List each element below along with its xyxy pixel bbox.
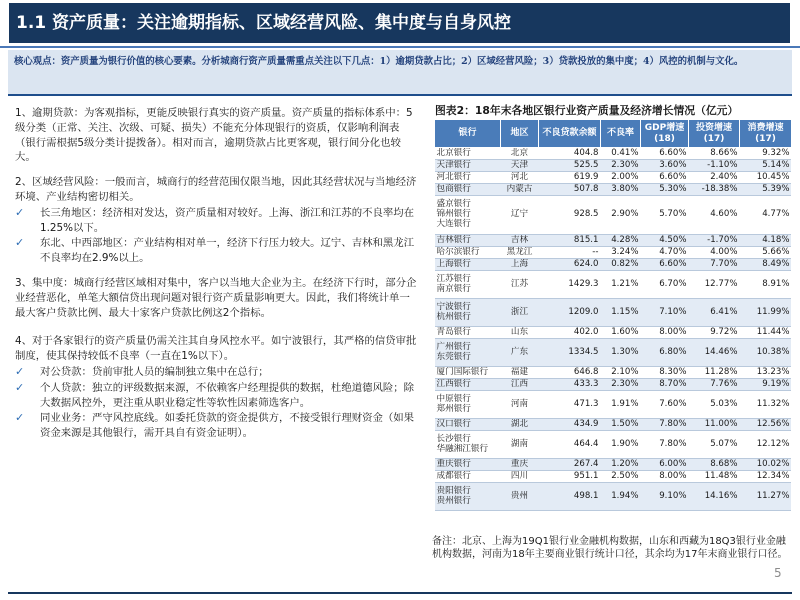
cell-npl-amount: 471.3 (539, 391, 601, 419)
cell-region: 四川 (501, 471, 539, 483)
col-header-npl-rate: 不良率 (601, 120, 641, 148)
cell-investment: -18.38% (689, 184, 740, 196)
cell-consumption: 12.34% (740, 471, 792, 483)
cell-consumption: 9.19% (740, 379, 792, 391)
cell-region: 江西 (501, 379, 539, 391)
table-row (435, 327, 792, 339)
cell-npl-amount: 815.1 (539, 235, 601, 247)
point-overdue: 1、逾期贷款：为客观指标，更能反映银行真实的资产质量。资产质量的指标体系中：5级分类（正常、关注、次级、可疑、损失）不能充分体现银行的资质，仅影响利润表（银行需根据5级分类计提拨备）。相对而言，逾期贷款占比更客观，银行间分化也较大。 (15, 107, 413, 164)
bank-name: 河北银行 (436, 171, 471, 182)
cell-gdp: 7.60% (641, 391, 689, 419)
cell-investment: 11.48% (689, 471, 740, 483)
cell-investment: 7.70% (689, 259, 740, 271)
cell-region: 贵州 (501, 483, 539, 511)
cell-investment: 9.72% (689, 327, 740, 339)
cell-investment: 4.00% (689, 247, 740, 259)
cell-bank (435, 160, 501, 172)
bottom-rule (8, 592, 792, 594)
cell-npl-amount: 434.9 (539, 419, 601, 431)
check-icon: ✓ (15, 205, 25, 219)
cell-region: 湖北 (501, 419, 539, 431)
cell-npl-amount: 507.8 (539, 184, 601, 196)
cell-bank (435, 196, 501, 235)
cell-investment: 8.68% (689, 459, 740, 471)
cell-gdp: 9.10% (641, 483, 689, 511)
cell-bank (435, 471, 501, 483)
bank-name: 锦州银行 (436, 209, 471, 220)
cell-consumption: 13.23% (740, 367, 792, 379)
bullet-yangtze (15, 206, 420, 236)
table-row (435, 483, 792, 511)
key-point-box: 核心观点：资产质量为银行价值的核心要素。分析城商行资产质量需重点关注以下几点：1）逾期贷款占比；2）区域经营风险；3）贷款投放的集中度；4）风控的机制与文化。 (8, 50, 792, 94)
bank-name: 广州银行 (436, 341, 471, 352)
cell-bank (435, 271, 501, 299)
cell-npl-amount: 951.1 (539, 471, 601, 483)
cell-bank (435, 259, 501, 271)
cell-npl-amount: 525.5 (539, 160, 601, 172)
cell-npl-amount: 1429.3 (539, 271, 601, 299)
cell-consumption: 8.49% (740, 259, 792, 271)
col-header-investment: 投资增速(17) (689, 120, 740, 148)
cell-npl-rate: 1.91% (601, 391, 641, 419)
bullet-text: 同业业务：严守风控底线。如委托贷款的资金提供方，不接受银行理财资金（如果资金来源是其他银行，需开具自有资金证明）。 (40, 412, 415, 440)
cell-bank (435, 483, 501, 511)
cell-bank (435, 367, 501, 379)
cell-bank (435, 339, 501, 367)
cell-gdp: 6.60% (641, 148, 689, 160)
cell-gdp: 6.80% (641, 339, 689, 367)
point-risk-control-text: 4、对于各家银行的资产质量仍需关注其自身风控水平。如宁波银行，其严格的信贷审批制度，使其保持较低不良率（一直在1%以下）。 (15, 335, 417, 363)
cell-investment: -1.70% (689, 235, 740, 247)
bank-name: 大连银行 (436, 218, 471, 229)
check-icon: ✓ (15, 380, 25, 394)
cell-npl-rate: 3.80% (601, 184, 641, 196)
bank-name: 北京银行 (436, 147, 471, 158)
cell-bank (435, 379, 501, 391)
table-row (435, 471, 792, 483)
bank-name: 中原银行 (436, 393, 471, 404)
figure-title: 图表2：18年末各地区银行业资产质量及经济增长情况（亿元） (435, 104, 739, 117)
cell-gdp: 7.10% (641, 299, 689, 327)
cell-bank (435, 247, 501, 259)
cell-region: 山东 (501, 327, 539, 339)
cell-npl-rate: 2.00% (601, 172, 641, 184)
cell-npl-rate: 1.30% (601, 339, 641, 367)
table-row (435, 271, 792, 299)
bank-name: 哈尔滨银行 (436, 246, 480, 257)
cell-consumption: 4.77% (740, 196, 792, 235)
cell-npl-amount: 646.8 (539, 367, 601, 379)
cell-npl-rate: 2.30% (601, 160, 641, 172)
cell-consumption: 4.18% (740, 235, 792, 247)
cell-investment: 2.40% (689, 172, 740, 184)
table-row (435, 247, 792, 259)
cell-bank (435, 299, 501, 327)
slide-title: 1.1 资产质量：关注逾期指标、区域经营风险、集中度与自身风控 (9, 3, 790, 43)
cell-region: 福建 (501, 367, 539, 379)
bullet-text: 长三角地区：经济相对发达，资产质量相对较好。上海、浙江和江苏的不良率均在1.25%以下。 (40, 206, 415, 234)
cell-bank (435, 459, 501, 471)
cell-npl-rate: 0.41% (601, 148, 641, 160)
cell-consumption: 5.14% (740, 160, 792, 172)
table-row (435, 367, 792, 379)
cell-npl-rate: 1.94% (601, 483, 641, 511)
cell-consumption: 10.02% (740, 459, 792, 471)
page-number: 5 (774, 566, 782, 580)
point-concentration: 3、集中度：城商行经营区域相对集中，客户以当地大企业为主。在经济下行时，部分企业经营恶化，单笔大额信贷出现问题对银行资产质量影响更大。因此，我们将统计单一最大客户贷款比例、最大十家客户贷款比例这2个指标。 (15, 276, 417, 319)
cell-consumption: 8.91% (740, 271, 792, 299)
cell-consumption: 9.32% (740, 148, 792, 160)
cell-region: 辽宁 (501, 196, 539, 235)
cell-investment: 6.41% (689, 299, 740, 327)
cell-region: 河南 (501, 391, 539, 419)
cell-gdp: 8.00% (641, 471, 689, 483)
cell-npl-rate: 4.28% (601, 235, 641, 247)
table-row (435, 259, 792, 271)
cell-investment: 14.46% (689, 339, 740, 367)
cell-region: 重庆 (501, 459, 539, 471)
asset-quality-table (434, 119, 791, 511)
cell-investment: 12.77% (689, 271, 740, 299)
cell-npl-amount: 1209.0 (539, 299, 601, 327)
col-header-gdp: GDP增速(18) (641, 120, 689, 148)
cell-region: 广东 (501, 339, 539, 367)
cell-investment: 7.76% (689, 379, 740, 391)
left-column (15, 106, 420, 546)
cell-npl-amount: 1334.5 (539, 339, 601, 367)
cell-consumption: 5.39% (740, 184, 792, 196)
bank-name: 长沙银行 (436, 433, 471, 444)
cell-gdp: 5.30% (641, 184, 689, 196)
bank-name: 成都银行 (436, 470, 471, 481)
cell-region: 吉林 (501, 235, 539, 247)
bank-name: 盛京银行 (436, 199, 471, 210)
table-row (435, 419, 792, 431)
cell-npl-rate: 1.50% (601, 419, 641, 431)
cell-gdp: 4.50% (641, 235, 689, 247)
bank-name: 上海银行 (436, 258, 471, 269)
cell-gdp: 7.80% (641, 419, 689, 431)
table-footnote: 备注：北京、上海为19Q1银行业金融机构数据，山东和西藏为18Q3银行业金融机构数据，河南为18年主要商业银行统计口径，其余均为17年末商业银行口径。 (432, 536, 788, 560)
cell-region: 上海 (501, 259, 539, 271)
point-risk-control (15, 334, 420, 441)
cell-npl-rate: 2.50% (601, 471, 641, 483)
cell-region: 江苏 (501, 271, 539, 299)
cell-consumption: 12.12% (740, 431, 792, 459)
bank-name: 厦门国际银行 (436, 366, 489, 377)
cell-npl-rate: 2.30% (601, 379, 641, 391)
bank-name: 吉林银行 (436, 234, 471, 245)
cell-npl-amount: 267.4 (539, 459, 601, 471)
table-row (435, 459, 792, 471)
cell-region: 浙江 (501, 299, 539, 327)
cell-bank (435, 419, 501, 431)
bank-name: 江苏银行 (436, 273, 471, 284)
col-header-bank: 银行 (435, 120, 501, 148)
cell-npl-rate: 3.24% (601, 247, 641, 259)
cell-bank (435, 184, 501, 196)
cell-gdp: 8.70% (641, 379, 689, 391)
cell-region: 湖南 (501, 431, 539, 459)
cell-region: 北京 (501, 148, 539, 160)
table-row (435, 431, 792, 459)
bank-name: 汉口银行 (436, 418, 471, 429)
cell-bank (435, 391, 501, 419)
cell-bank (435, 148, 501, 160)
bullet-interbank (15, 411, 420, 441)
cell-gdp: 7.80% (641, 431, 689, 459)
table-body (435, 148, 792, 511)
table-row (435, 379, 792, 391)
cell-gdp: 8.30% (641, 367, 689, 379)
cell-consumption: 11.27% (740, 483, 792, 511)
cell-investment: 11.28% (689, 367, 740, 379)
cell-consumption: 10.38% (740, 339, 792, 367)
table-row (435, 339, 792, 367)
cell-consumption: 12.56% (740, 419, 792, 431)
cell-npl-amount: 402.0 (539, 327, 601, 339)
bank-name: 贵州银行 (436, 495, 471, 506)
table-row (435, 184, 792, 196)
cell-gdp: 6.60% (641, 172, 689, 184)
cell-gdp: 5.70% (641, 196, 689, 235)
col-header-consumption: 消费增速(17) (740, 120, 792, 148)
bank-name: 杭州银行 (436, 311, 471, 322)
table-row (435, 148, 792, 160)
cell-gdp: 3.60% (641, 160, 689, 172)
cell-npl-rate: 2.90% (601, 196, 641, 235)
col-header-region: 地区 (501, 120, 539, 148)
bank-name: 南京银行 (436, 283, 471, 294)
bank-name: 重庆银行 (436, 458, 471, 469)
table-row (435, 299, 792, 327)
cell-npl-amount: 464.4 (539, 431, 601, 459)
bank-name: 宁波银行 (436, 301, 471, 312)
cell-bank (435, 431, 501, 459)
cell-npl-rate: 1.90% (601, 431, 641, 459)
cell-bank (435, 172, 501, 184)
cell-region: 天津 (501, 160, 539, 172)
check-icon: ✓ (15, 364, 25, 378)
cell-investment: -1.10% (689, 160, 740, 172)
cell-npl-amount: -- (539, 247, 601, 259)
cell-bank (435, 327, 501, 339)
cell-npl-amount: 498.1 (539, 483, 601, 511)
bullet-corporate (15, 365, 420, 380)
cell-region: 河北 (501, 172, 539, 184)
cell-npl-rate: 0.82% (601, 259, 641, 271)
bank-name: 华融湘江银行 (436, 443, 489, 454)
cell-investment: 14.16% (689, 483, 740, 511)
cell-npl-rate: 1.21% (601, 271, 641, 299)
bank-name: 青岛银行 (436, 326, 471, 337)
table-row (435, 235, 792, 247)
cell-investment: 8.66% (689, 148, 740, 160)
cell-npl-amount: 619.9 (539, 172, 601, 184)
table-row (435, 196, 792, 235)
cell-consumption: 11.99% (740, 299, 792, 327)
col-header-npl-amount: 不良贷款余额 (539, 120, 601, 148)
cell-npl-amount: 404.8 (539, 148, 601, 160)
table-row (435, 172, 792, 184)
table-header-row (435, 120, 792, 148)
bullet-northeast (15, 236, 420, 266)
bullet-personal (15, 381, 420, 411)
table-row (435, 160, 792, 172)
asset-quality-table-wrapper (434, 119, 791, 531)
cell-consumption: 10.45% (740, 172, 792, 184)
cell-npl-amount: 433.3 (539, 379, 601, 391)
bullet-text: 东北、中西部地区：产业结构相对单一，经济下行压力较大。辽宁、吉林和黑龙江不良率均在2.9%以上。 (40, 237, 415, 265)
cell-npl-rate: 2.10% (601, 367, 641, 379)
bank-name: 贵阳银行 (436, 485, 471, 496)
cell-npl-amount: 928.5 (539, 196, 601, 235)
cell-consumption: 5.66% (740, 247, 792, 259)
cell-investment: 5.03% (689, 391, 740, 419)
cell-investment: 4.60% (689, 196, 740, 235)
bank-name: 东莞银行 (436, 351, 471, 362)
title-divider (0, 46, 800, 48)
bullet-text: 对公贷款：贷前审批人员的编制独立集中在总行； (40, 365, 269, 378)
bank-name: 包商银行 (436, 183, 471, 194)
cell-region: 内蒙古 (501, 184, 539, 196)
cell-gdp: 6.00% (641, 459, 689, 471)
table-row (435, 391, 792, 419)
cell-consumption: 11.44% (740, 327, 792, 339)
cell-npl-rate: 1.20% (601, 459, 641, 471)
cell-consumption: 11.32% (740, 391, 792, 419)
cell-gdp: 4.70% (641, 247, 689, 259)
bank-name: 郑州银行 (436, 403, 471, 414)
cell-npl-rate: 1.15% (601, 299, 641, 327)
cell-region: 黑龙江 (501, 247, 539, 259)
check-icon: ✓ (15, 411, 25, 425)
cell-investment: 5.07% (689, 431, 740, 459)
bank-name: 江西银行 (436, 378, 471, 389)
key-point-rule (8, 94, 792, 96)
cell-npl-rate: 1.60% (601, 327, 641, 339)
point-regional-risk (15, 175, 420, 266)
point-regional-risk-text: 2、区域经营风险：一般而言，城商行的经营范围仅限当地，因此其经营状况与当地经济环境、产业结构密切相关。 (15, 176, 417, 203)
cell-gdp: 6.60% (641, 259, 689, 271)
bank-name: 天津银行 (436, 159, 471, 170)
check-icon: ✓ (15, 236, 25, 250)
cell-bank (435, 235, 501, 247)
bullet-text: 个人贷款：独立的评级数据来源，不依赖客户经理提供的数据，杜绝道德风险；除大数据风控外，更注重从职业稳定性等软性因素筛选客户。 (40, 381, 415, 409)
cell-investment: 11.00% (689, 419, 740, 431)
cell-gdp: 8.00% (641, 327, 689, 339)
cell-gdp: 6.70% (641, 271, 689, 299)
cell-npl-amount: 624.0 (539, 259, 601, 271)
